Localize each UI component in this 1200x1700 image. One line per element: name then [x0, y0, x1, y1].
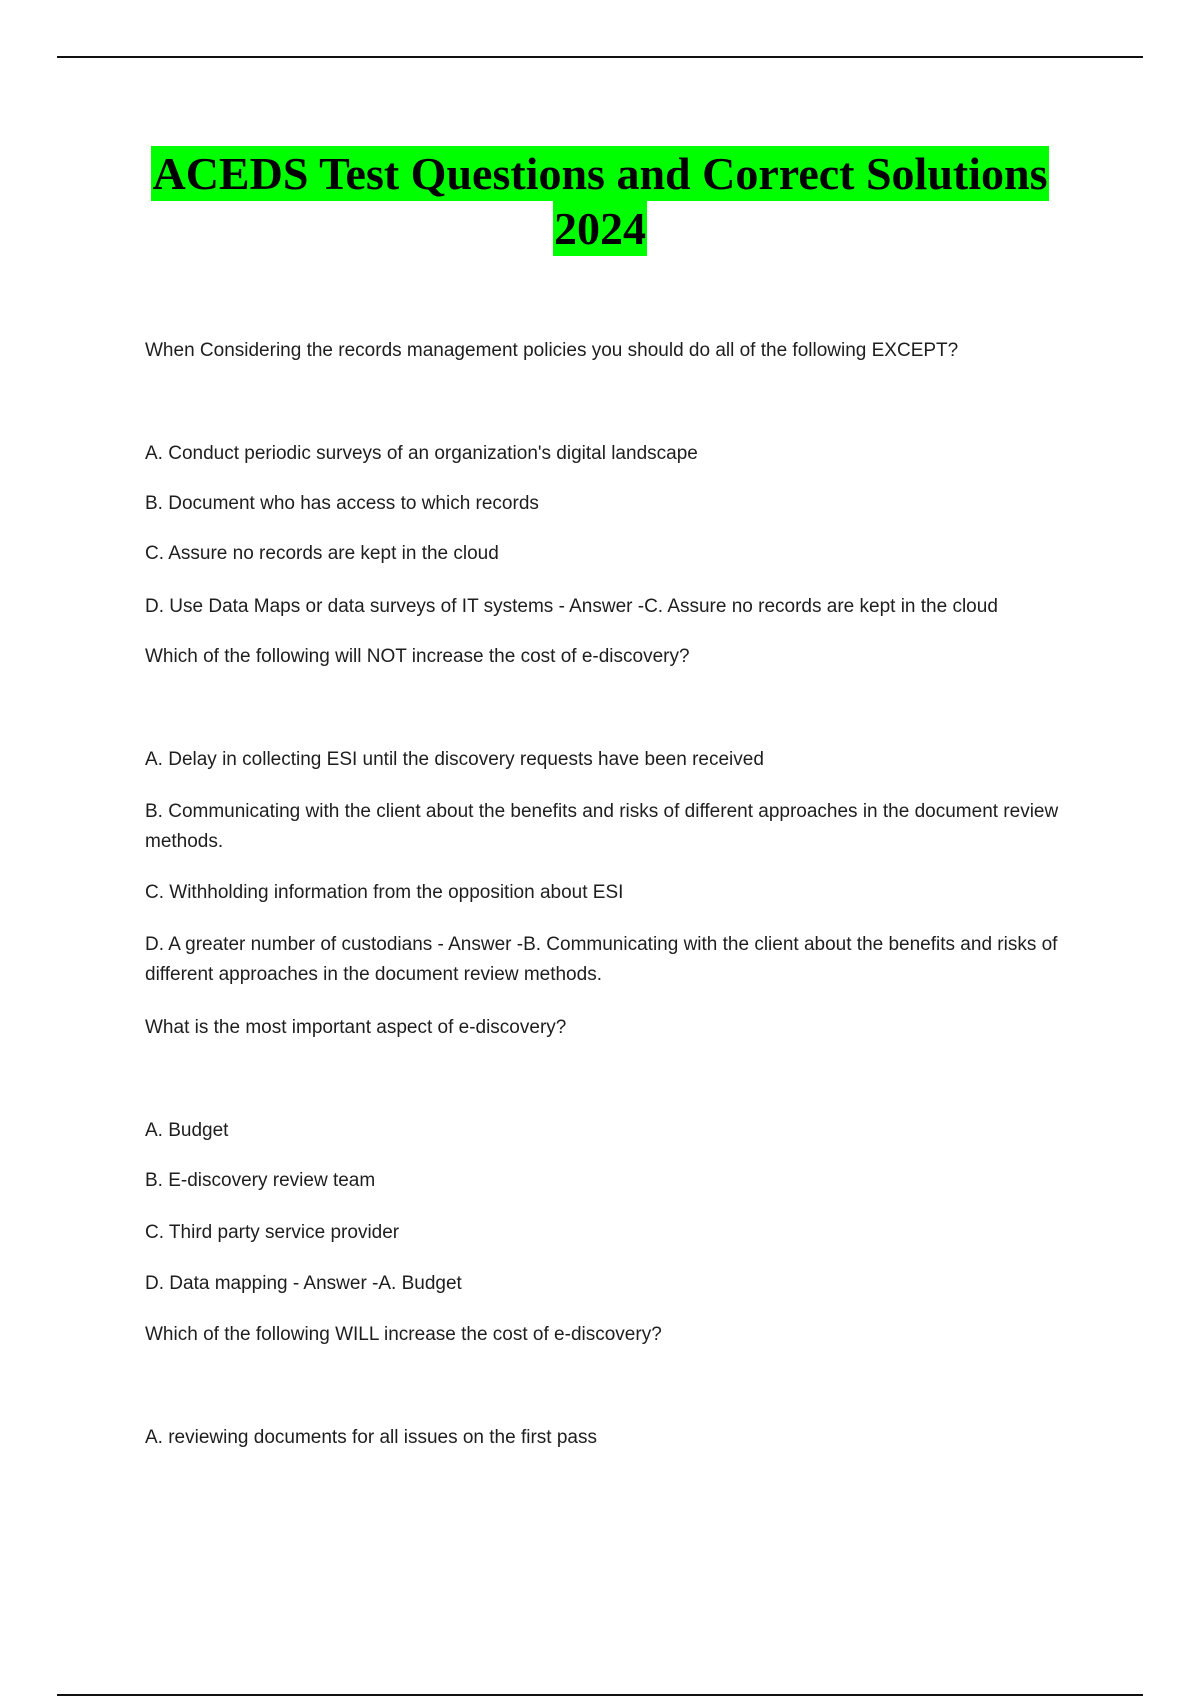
question-1-option-d-answer: D. Use Data Maps or data surveys of IT systems - Answer -C. Assure no records are kept in the cloud	[145, 596, 998, 617]
question-4-prompt: Which of the following WILL increase the cost of e-discovery?	[145, 1324, 662, 1345]
question-2-option-b: B. Communicating with the client about the benefits and risks of different approaches in the document review methods.	[145, 801, 1059, 852]
question-1-option-c: C. Assure no records are kept in the cloud	[145, 543, 499, 564]
document-title	[0, 146, 1200, 256]
question-1-prompt: When Considering the records management policies you should do all of the following EXCEPT?	[145, 340, 959, 361]
question-4-option-a: A. reviewing documents for all issues on the first pass	[145, 1427, 597, 1448]
question-2-option-c: C. Withholding information from the opposition about ESI	[145, 882, 624, 903]
question-2-prompt: Which of the following will NOT increase the cost of e-discovery?	[145, 646, 690, 667]
question-2-option-a: A. Delay in collecting ESI until the discovery requests have been received	[145, 749, 764, 770]
question-3-prompt: What is the most important aspect of e-discovery?	[145, 1017, 567, 1038]
question-1-option-b: B. Document who has access to which records	[145, 493, 539, 514]
question-3-option-c: C. Third party service provider	[145, 1222, 400, 1243]
footer-rule	[57, 1694, 1143, 1696]
question-2-option-d-answer: D. A greater number of custodians - Answer -B. Communicating with the client about the benefits and risks of different approaches in the document review methods.	[145, 934, 1058, 985]
question-3-option-b: B. E-discovery review team	[145, 1170, 376, 1191]
title-line-1: ACEDS Test Questions and Correct Solutions	[152, 148, 1048, 199]
question-3-option-d-answer: D. Data mapping - Answer -A. Budget	[145, 1273, 462, 1294]
title-line-2: 2024	[554, 203, 646, 254]
header-rule	[57, 56, 1143, 58]
question-1-option-a: A. Conduct periodic surveys of an organization's digital landscape	[145, 443, 698, 464]
question-3-option-a: A. Budget	[145, 1120, 229, 1141]
